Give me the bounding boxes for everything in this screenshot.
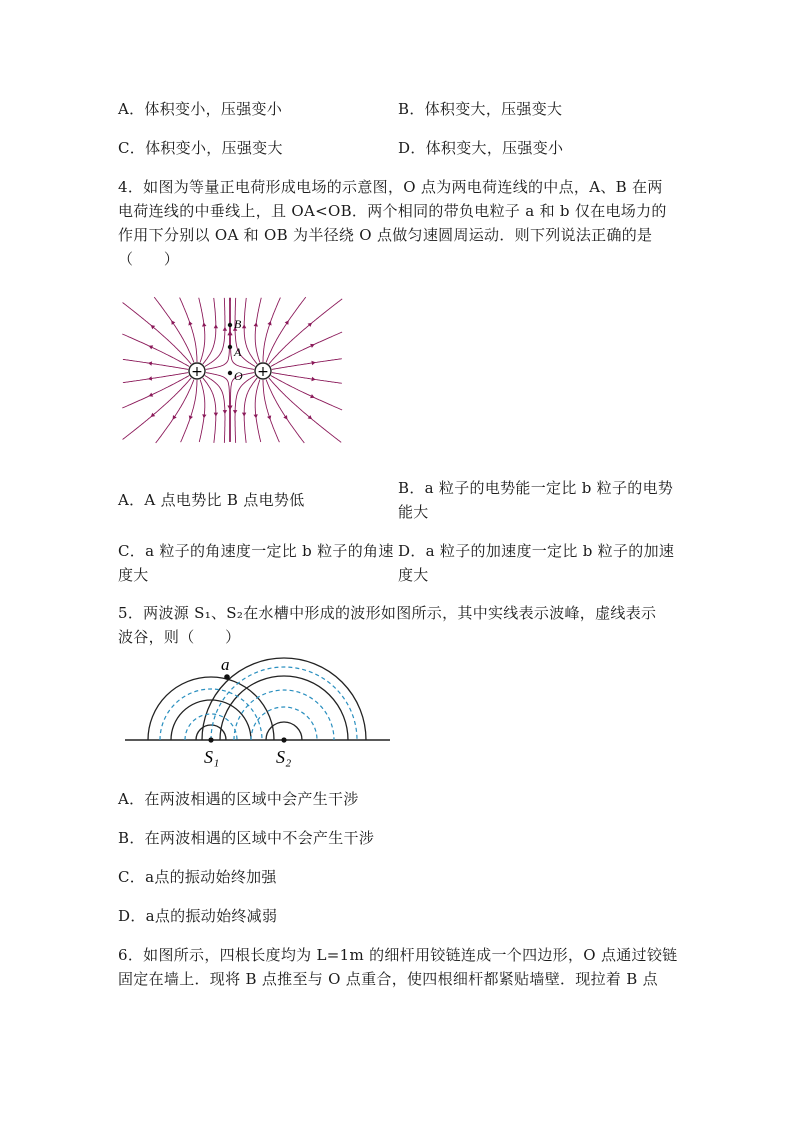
point-a-dot	[228, 345, 232, 349]
s2-troughs	[211, 667, 357, 740]
point-b-dot	[228, 323, 232, 327]
q6-stem-line-2: 固定在墙上．现将 B 点推至与 O 点重合，使四根细杆都紧贴墙壁．现拉着 B 点	[118, 970, 658, 988]
field-line	[266, 380, 304, 444]
field-line	[206, 373, 230, 442]
point-o-dot	[228, 371, 232, 375]
point-o-label: O	[234, 369, 243, 383]
q4-stem-line-3: 作用下分别以 OA 和 OB 为半径绕 O 点做匀速圆周运动．则下列说法正确的是	[118, 226, 653, 244]
field-line	[199, 380, 205, 443]
point-a-dot	[224, 674, 230, 680]
q4-option-b-line-2: 能大	[398, 503, 429, 521]
field-arrow	[148, 361, 152, 365]
field-line	[156, 380, 194, 444]
field-arrow	[311, 361, 315, 365]
field-lines	[122, 297, 342, 443]
point-a-label: a	[221, 655, 230, 674]
field-arrow	[223, 410, 227, 414]
q3-option-c: C．体积变小，压强变大	[118, 139, 283, 157]
q5-stem-line-2: 波谷，则（ ）	[118, 628, 241, 646]
q3-option-d: D．体积变大，压强变小	[398, 139, 564, 157]
field-line	[154, 297, 194, 362]
q4-option-d-line-1: D．a 粒子的加速度一定比 b 粒子的加速	[398, 542, 675, 560]
q4-option-a: A．A 点电势比 B 点电势低	[118, 491, 305, 509]
field-line	[255, 380, 261, 443]
field-line	[123, 378, 192, 440]
q3-option-b: B．体积变大，压强变大	[398, 100, 563, 118]
field-line	[271, 376, 342, 410]
wave-interference-diagram	[120, 655, 395, 770]
field-arrow	[148, 376, 152, 380]
field-line	[199, 298, 205, 363]
left-charge-sign: +	[191, 364, 203, 380]
field-arrow	[311, 377, 315, 381]
point-b-label: B	[234, 317, 242, 331]
right-charge-sign: +	[257, 364, 269, 380]
q6-stem-line-1: 6．如图所示，四根长度均为 L=1m 的细杆用铰链连成一个四边形，O 点通过铰链	[118, 946, 678, 964]
field-arrow	[242, 413, 246, 417]
field-line	[122, 376, 189, 409]
field-arrow	[214, 324, 218, 328]
electric-field-diagram	[120, 295, 345, 445]
field-line	[255, 298, 261, 363]
q3-option-a: A．体积变小，压强变小	[118, 100, 283, 118]
s1-source-dot	[208, 737, 213, 742]
q4-option-b-line-1: B．a 粒子的电势能一定比 b 粒子的电势	[398, 479, 674, 497]
q5-stem-line-1: 5．两波源 S₁、S₂在水槽中形成的波形如图所示，其中实线表示波峰，虚线表示	[118, 604, 657, 622]
s1-label: S₁	[204, 747, 220, 767]
field-line	[263, 298, 280, 362]
field-line	[123, 303, 192, 365]
q4-stem-line-4: （ ）	[118, 250, 180, 268]
field-line	[180, 298, 197, 362]
point-a-label: A	[234, 345, 242, 359]
field-line	[122, 334, 189, 367]
q4-stem-line-2: 电荷连线的中垂线上，且 OA<OB．两个相同的带负电粒子 a 和 b 仅在电场力的	[118, 202, 667, 220]
s2-label: S₂	[276, 747, 292, 767]
field-line	[271, 332, 342, 366]
field-line	[206, 298, 230, 370]
q4-option-d-line-2: 度大	[398, 566, 429, 584]
s2-source-dot	[281, 737, 286, 742]
q5-option-d: D．a点的振动始终减弱	[118, 907, 278, 925]
field-arrow	[214, 413, 218, 417]
field-arrow	[233, 410, 237, 414]
field-arrow	[242, 324, 246, 328]
field-line	[269, 299, 342, 364]
field-line	[266, 297, 306, 362]
field-line	[269, 378, 341, 443]
q4-stem-line-1: 4．如图为等量正电荷形成电场的示意图，O 点为两电荷连线的中点，A、B 在两	[118, 178, 663, 196]
q5-option-a: A．在两波相遇的区域中会产生干涉	[118, 790, 359, 808]
q4-option-c-line-2: 度大	[118, 566, 149, 584]
field-line	[263, 380, 279, 442]
q5-option-b: B．在两波相遇的区域中不会产生干涉	[118, 829, 375, 847]
s1-crests	[148, 677, 274, 740]
q4-option-c-line-1: C．a 粒子的角速度一定比 b 粒子的角速	[118, 542, 394, 560]
q5-option-c: C．a点的振动始终加强	[118, 868, 277, 886]
field-arrow	[223, 327, 227, 331]
field-line	[181, 380, 197, 442]
